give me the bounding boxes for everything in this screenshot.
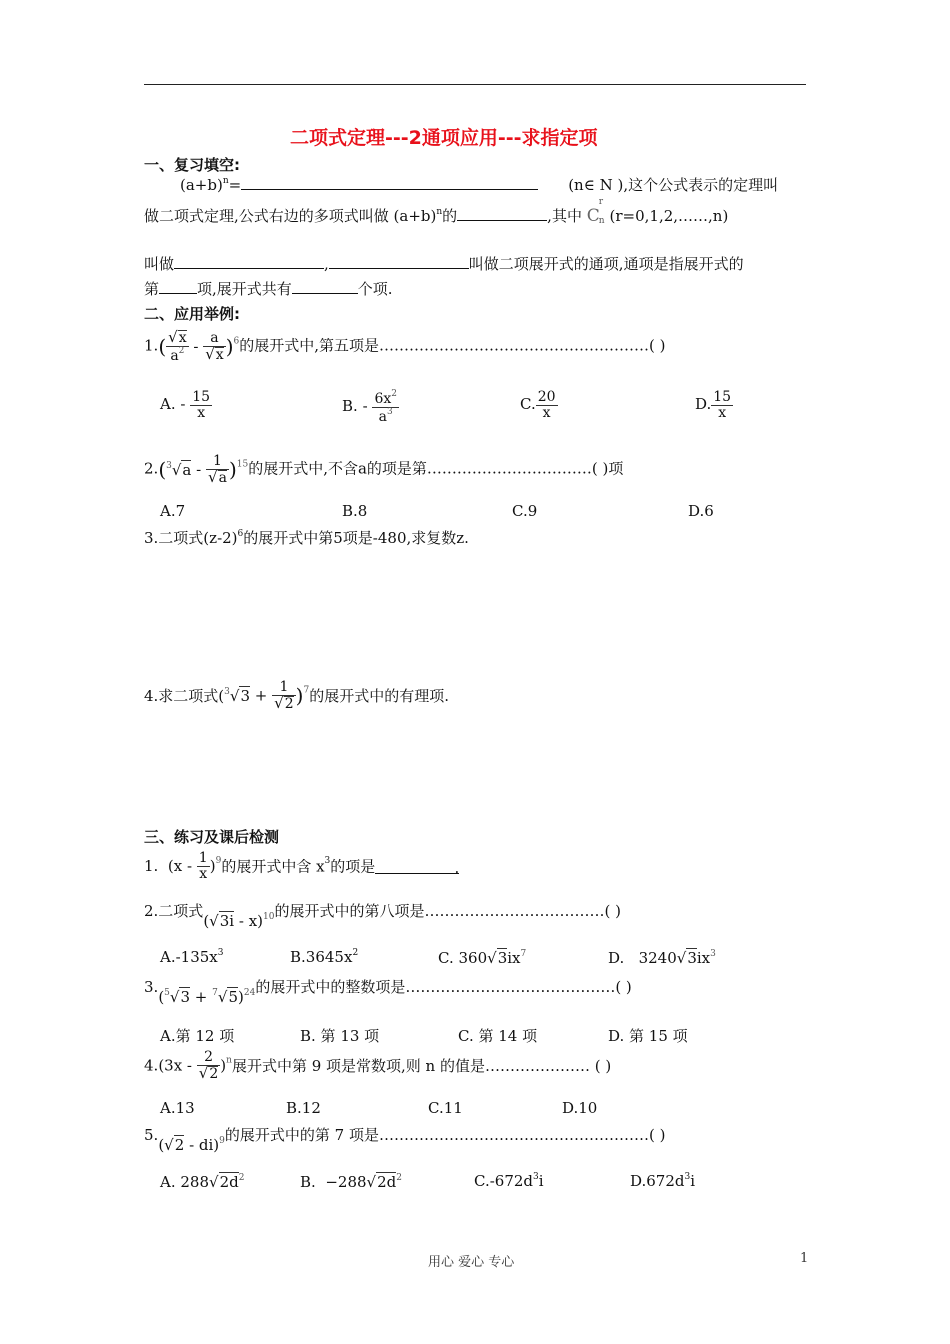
blank-general-term[interactable] xyxy=(329,254,469,269)
practice-3: $3.(^5√3 + ^7√5)^{24}$的展开式中的整数项是……………………………………( ) xyxy=(144,978,632,1006)
p3-option-b[interactable]: B. 第 13 项 xyxy=(300,1027,380,1045)
q1-option-c[interactable]: C. $\frac{20}{x}$ xyxy=(520,389,556,421)
p2-option-a[interactable]: $A.-135x^3$ xyxy=(160,948,224,966)
practice-2: 2.二项式(√3i - x)$^{10}$的展开式中的第八项是………………………………( ) xyxy=(144,902,621,930)
question-1: 1.( $\frac{√x}{a^2}$ - $\frac{a}{√x}$ )$^6$的展开式中,第五项是………………………………………………( ) xyxy=(144,328,666,364)
p4-option-a[interactable]: A.13 xyxy=(160,1099,195,1117)
footer-text: 用心 爱心 专心 xyxy=(428,1255,515,1270)
p3-option-c[interactable]: C. 第 14 项 xyxy=(458,1027,538,1045)
q2-option-c[interactable]: C.9 xyxy=(512,502,538,520)
combination-C: C xyxy=(586,206,600,226)
fill-line-3: 叫做 , 叫做二项展开式的通项,通项是指展开式的 xyxy=(144,255,744,273)
practice-1-blank[interactable]: . xyxy=(375,859,459,874)
p5-option-d[interactable]: $D.672d^3i$ xyxy=(630,1172,696,1190)
question-3: 3.二项式$(z-2)^6$的展开式中第5项是-480,求复数z. xyxy=(144,529,469,547)
q1-option-a[interactable]: A. - $\frac{15}{x}$ xyxy=(160,389,211,421)
section1-heading: 一、复习填空: xyxy=(144,156,240,174)
q1-fraction-2: $\frac{a}{√x}$ xyxy=(205,330,224,363)
practice-4: 4.(3x - $\frac{2}{√2}$ )$^n$展开式中第 9 项是常数项,则 n 的值是………………… ( ) xyxy=(144,1049,612,1082)
practice-1: 1. (x - $\frac{1}{x}$ )$^9$的展开式中含 $x^3$的项是 . xyxy=(144,850,460,882)
blank-coefficient[interactable] xyxy=(174,254,324,269)
question-4: 4.求二项式($^3$√3 + $\frac{1}{√2}$ )$^7$的展开式中的有理项. xyxy=(144,679,449,712)
fill-line-4: 第 项,展开式共有 个项. xyxy=(144,280,393,298)
q1-option-d[interactable]: D. $\frac{15}{x}$ xyxy=(695,389,732,421)
fill-line-1: $(a+b)^n=$ (n∈ N ),这个公式表示的定理叫 xyxy=(180,176,779,194)
p5-option-b[interactable]: B. $-288√2d^2$ xyxy=(300,1173,402,1191)
p3-option-d[interactable]: D. 第 15 项 xyxy=(608,1027,688,1045)
section2-heading: 二、应用举例: xyxy=(144,305,240,323)
q1-option-b[interactable]: B. - $\frac{6x^2}{a^3}$ xyxy=(342,389,397,425)
p4-option-b[interactable]: B.12 xyxy=(286,1099,321,1117)
question-2: 2.($^3$√a - $\frac{1}{√a}$ )$^{15}$的展开式中,不含a的项是第……………………………( )项 xyxy=(144,453,624,486)
p5-option-c[interactable]: $C.-672d^3i$ xyxy=(474,1172,544,1190)
blank-expansion[interactable] xyxy=(241,175,538,190)
header-rule xyxy=(144,84,806,85)
p2-option-d[interactable]: D. $3240√3ix^3$ xyxy=(608,949,716,967)
p3-option-a[interactable]: A.第 12 项 xyxy=(160,1027,235,1045)
p2-option-b[interactable]: $B.3645x^2$ xyxy=(290,948,359,966)
practice-5: 5.(√2 - di)$^9$的展开式中的第 7 项是………………………………………………( ) xyxy=(144,1126,666,1154)
blank-term-count[interactable] xyxy=(292,279,358,294)
p4-option-c[interactable]: C.11 xyxy=(428,1099,463,1117)
q2-option-a[interactable]: A.7 xyxy=(160,502,186,520)
p4-option-d[interactable]: D.10 xyxy=(562,1099,598,1117)
q2-option-b[interactable]: B.8 xyxy=(342,502,368,520)
q2-option-d[interactable]: D.6 xyxy=(688,502,714,520)
p5-option-a[interactable]: A. $288√2d^2$ xyxy=(160,1173,245,1191)
fill-line-2: 做二项式定理,公式右边的多项式叫做 $(a+b)^n$的 ,其中 C r n (r=0,1,2,……,n) xyxy=(144,197,729,226)
blank-term-index[interactable] xyxy=(159,279,197,294)
p2-option-c[interactable]: C. $360√3ix^7$ xyxy=(438,949,527,967)
page-number: 1 xyxy=(800,1251,809,1266)
section3-heading: 三、练习及课后检测 xyxy=(144,828,280,846)
document-title: 二项式定理---2通项应用---求指定项 xyxy=(290,127,598,149)
q1-fraction-1: $\frac{√x}{a^2}$ xyxy=(168,328,187,364)
blank-name-polynomial[interactable] xyxy=(457,206,547,221)
